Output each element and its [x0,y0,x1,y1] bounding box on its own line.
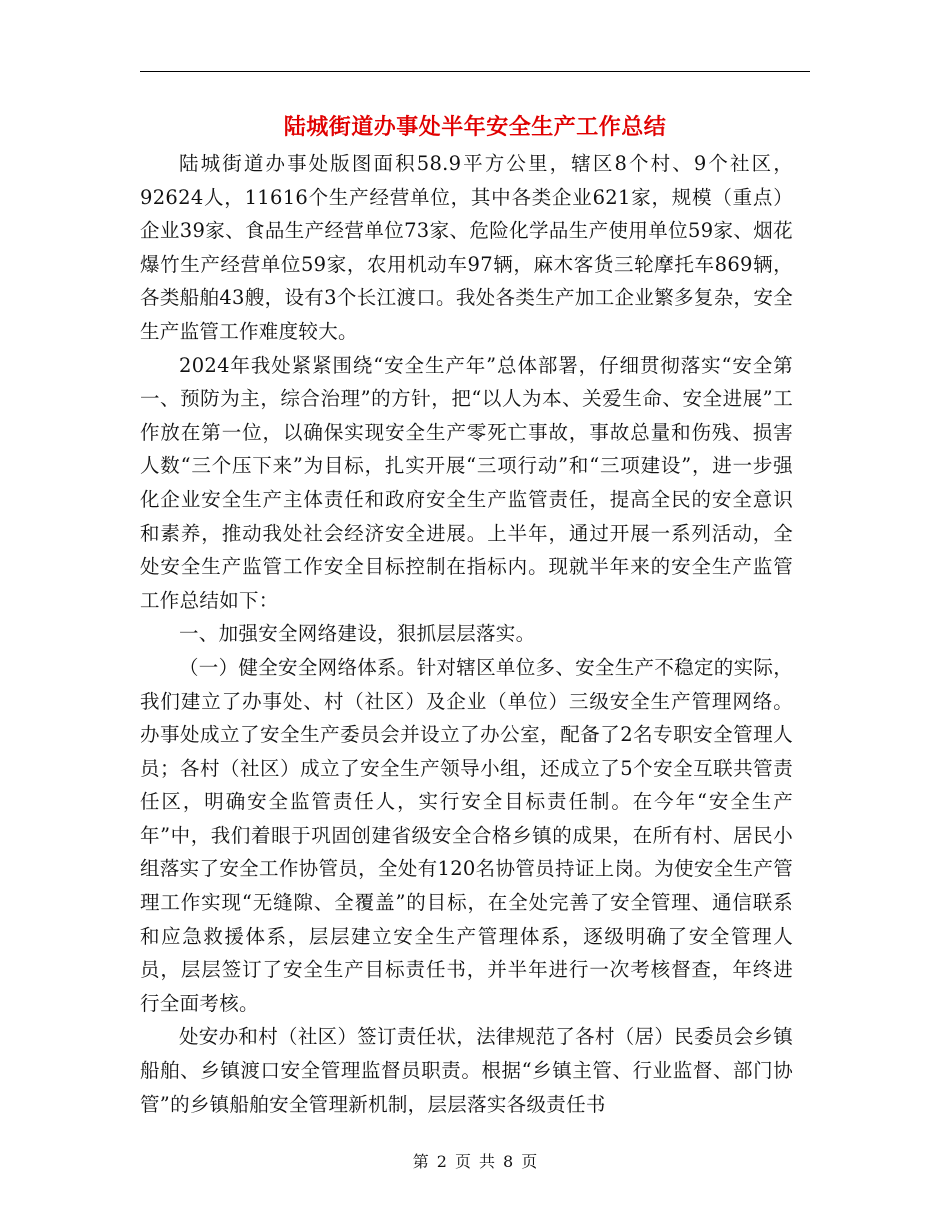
page-footer [0,1150,950,1174]
paragraph-responsibility: 处安办和村（社区）签订责任状，法律规范了各村（居）民委员会乡镇船舶、乡镇渡口安全管理监督员职责。根据“乡镇主管、行业监督、部门协管”的乡镇船舶安全管理新机制，层层落实各级责任书 [140,1025,793,1116]
footer-total-prefix: 共 [479,1152,496,1171]
header-rule [140,71,810,72]
paragraph-goals: 2024年我处紧紧围绕“安全生产年”总体部署，仔细贯彻落实“安全第一、预防为主，综合治理”的方针，把“以人为本、关爱生命、安全进展”工作放在第一位，以确保实现安全生产零死亡事故，事故总量和伤残、损害人数“三个压下来”为目标，扎实开展“三项行动”和“三项建设”，进一步强化企业安全生产主体责任和政府安全生产监管责任，提高全民的安全意识和素养，推动我处社会经济安全进展。上半年，通过开展一系列活动，全处安全生产监管工作安全目标控制在指标内。现就半年来的安全生产监管工作总结如下： [140,353,793,612]
paragraph-overview: 陆城街道办事处版图面积58.9平方公里，辖区8个村、9个社区，92624人，11616个生产经营单位，其中各类企业621家，规模（重点）企业39家、食品生产经营单位73家、危险化学品生产使用单位59家、烟花爆竹生产经营单位59家，农用机动车97辆，麻木客货三轮摩托车869辆，各类船舶43艘，设有3个长江渡口。我处各类生产加工企业繁多复杂，安全生产监管工作难度较大。 [140,152,793,343]
document-body [140,147,793,1121]
footer-prefix: 第 [412,1152,429,1171]
footer-page-current: 2 [436,1152,447,1171]
paragraph-network-system: （一）健全安全网络体系。针对辖区单位多、安全生产不稳定的实际，我们建立了办事处、村（社区）及企业（单位）三级安全生产管理网络。办事处成立了安全生产委员会并设立了办公室，配备了2名专职安全管理人员；各村（社区）成立了安全生产领导小组，还成立了5个安全互联共管责任区，明确安全监管责任人，实行安全目标责任制。在今年“安全生产年”中，我们着眼于巩固创建省级安全合格乡镇的成果，在所有村、居民小组落实了安全工作协管员，全处有120名协管员持证上岗。为使安全生产管理工作实现“无缝隙、全覆盖”的目标，在全处完善了安全管理、通信联系和应急救援体系，层层建立安全生产管理体系，逐级明确了安全管理人员，层层签订了安全生产目标责任书，并半年进行一次考核督查，年终进行全面考核。 [140,655,793,1015]
section-heading-1: 一、加强安全网络建设，狠抓层层落实。 [179,622,536,646]
footer-suffix: 页 [521,1152,538,1171]
footer-page-total: 8 [503,1152,514,1171]
footer-mid: 页 [454,1152,471,1171]
document-title: 陆城街道办事处半年安全生产工作总结 [283,114,667,140]
